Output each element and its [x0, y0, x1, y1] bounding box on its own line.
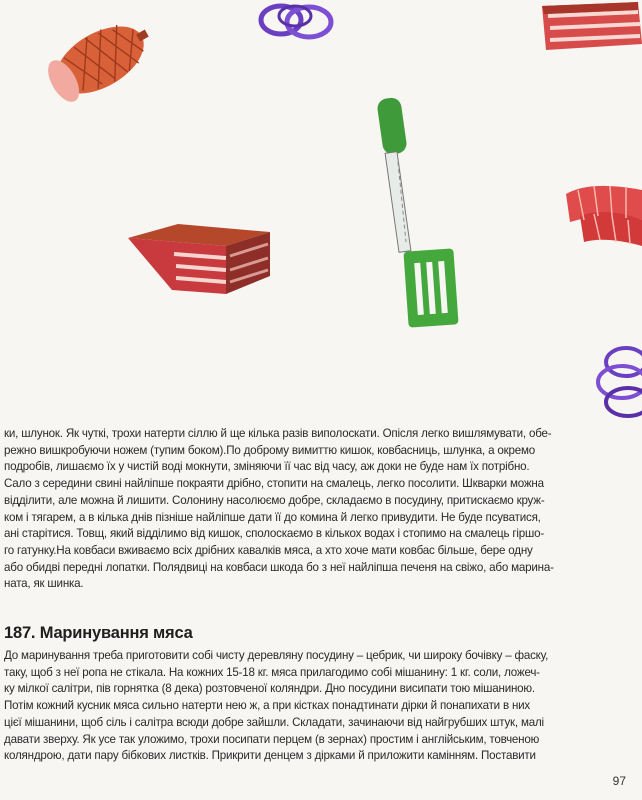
text-line: ані старітися. Товщ, який відділимо від кишок, сполоскаємо в кількох водах і стопимо на смалець гіршо-	[4, 527, 544, 541]
text-line: відділити, але можна й лишити. Солонину насолюємо добре, складаємо в посудину, притискаємо круж-	[4, 493, 545, 507]
text-line: Потім кожний кусник мяса сильно натерти нею ж, а при кістках понадтинати дірки й понапихати в них	[4, 699, 531, 713]
section-heading: 187. Маринування мяса	[4, 624, 193, 642]
spatula-icon	[376, 92, 466, 332]
text-line: або обидві передні лопатки. Полядвиці на ковбаси шкода бо з неї найліпша печеня на свіжо, або марина-	[4, 560, 554, 574]
text-line: давати зверху. Як усе так уложимо, трохи посипати перцем (в зернах) простим і англійським, товченою	[4, 732, 540, 746]
onion-rings-icon	[255, 0, 337, 42]
text-line: ната, як шинка.	[4, 577, 84, 591]
text-line: подробів, лишаємо їх у чистій воді мокнути, зміняючи її час від часу, аж доки не буде нам їх потрібно.	[4, 460, 530, 474]
ham-sausage-icon	[40, 12, 162, 102]
bacon-corner-icon	[538, 0, 642, 52]
text-line: До маринування треба приготовити собі чисту деревляну посудину – цебрик, чи широку бочівку – фаску,	[4, 649, 549, 662]
body-paragraph-2	[4, 648, 636, 765]
page-number: 97	[612, 774, 626, 788]
text-line: коляндрою, дати пару бібкових листків. Прикрити денцем з дірками й приложити камінням. Поставити	[4, 749, 536, 763]
body-paragraph-1	[4, 426, 636, 593]
text-line: таку, щоб з неї ропа не стікала. На кожних 15-18 кг. мяса прилагодимо собі мішанину: 1 кг. соли, ложеч-	[4, 665, 540, 679]
text-line: ки, шлунок. Як чуткі, трохи натерти сіллю й ще кілька разів виполоскати. Опісля легко вишлямувати, обе-	[4, 427, 552, 440]
sausage-links-icon	[560, 176, 642, 248]
text-line: го гатунку.На ковбаси вживаємо всіх дрібних кавалків мяса, а хто хоче мати ковбас більше, бере одну	[4, 543, 533, 557]
text-line: цієї мішанини, щоб сіль і салітра всюди добре зайшли. Складати, зачинаючи від найгрубших штук, малі	[4, 715, 544, 729]
text-line: Сало з середини свині найліпше покраяти дрібно, стопити на смалець, легко посолити. Шкварки можна	[4, 477, 544, 491]
text-line: режно вишкробуючи ножем (тупим боком).По доброму вимиттю кишок, ковбасниць, шлунка, а окремо	[4, 443, 535, 457]
bacon-slab-icon	[122, 218, 274, 298]
onion-rings-right-icon	[592, 340, 642, 424]
text-line: ку мілкої салітри, пів горнятка (8 дека) розтовченої коляндри. Дно посудини висипати тою мішаниною.	[4, 682, 535, 696]
text-line: ком і тягарем, а в кілька днів пізніше найліпше дати її до комина й легко привудити. Не буде псуватися,	[4, 510, 541, 524]
